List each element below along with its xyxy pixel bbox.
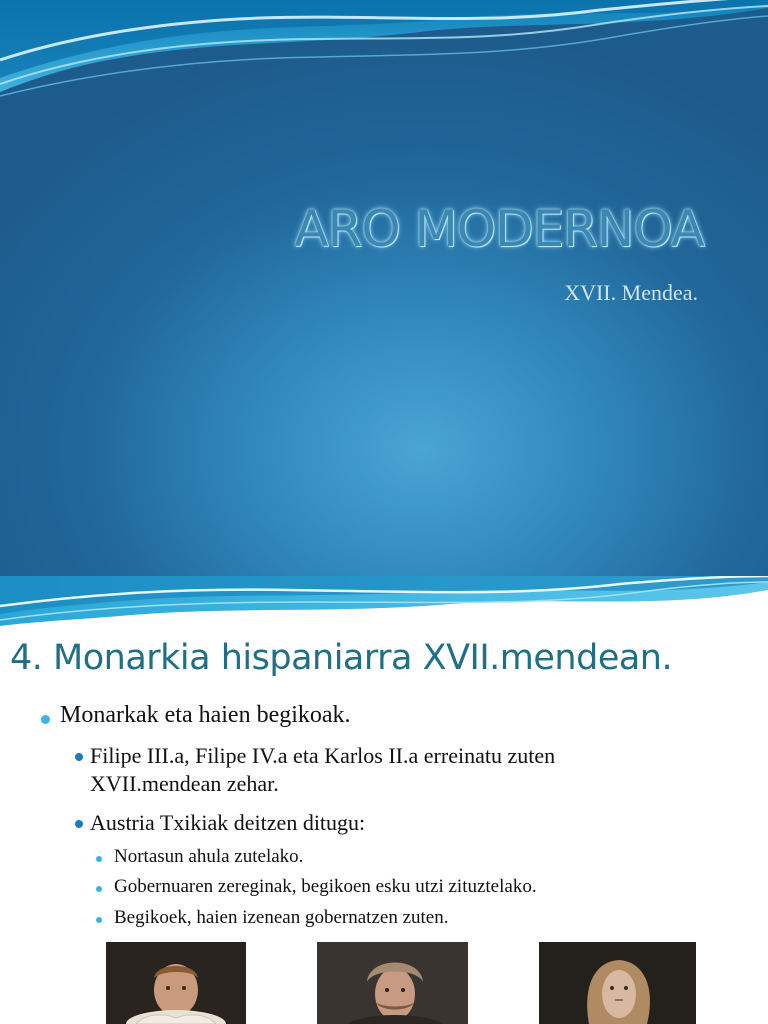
bullet-dot-icon <box>75 753 83 761</box>
bullet-dot-icon <box>96 917 102 923</box>
bullet-level3: Nortasun ahula zutelako. <box>114 846 304 867</box>
portrait-filipe-iv <box>317 942 468 1024</box>
portrait-filipe-iii <box>106 942 246 1024</box>
slide-subtitle: XVII. Mendea. <box>564 280 698 305</box>
top-wave-decoration <box>0 576 768 636</box>
bullet-level3: Begikoek, haien izenean gobernatzen zuten. <box>114 907 449 928</box>
slide-title: 4. Monarkia hispaniarra XVII.mendean. <box>10 638 673 678</box>
bullet-level2: Austria Txikiak deitzen ditugu: <box>90 810 366 835</box>
bullet-level1: Monarkak eta haien begikoak. <box>60 702 351 728</box>
bullet-dot-icon <box>96 886 102 892</box>
bullet-dot-icon <box>75 820 83 828</box>
bullet-level2: Filipe III.a, Filipe IV.a eta Karlos II.a erreinatu zuten <box>90 743 556 768</box>
slide-title: ARO MODERNOA <box>294 200 704 258</box>
content-slide <box>0 576 768 1024</box>
top-wave-decoration <box>0 0 768 110</box>
bullet-dot-icon <box>96 856 102 862</box>
bullet-level2-continuation: XVII.mendean zehar. <box>90 771 279 796</box>
bullet-dot-icon <box>41 715 50 724</box>
bullet-level3: Gobernuaren zereginak, begikoen esku utzi zituztelako. <box>114 876 537 897</box>
portrait-karlos-ii <box>539 942 696 1024</box>
